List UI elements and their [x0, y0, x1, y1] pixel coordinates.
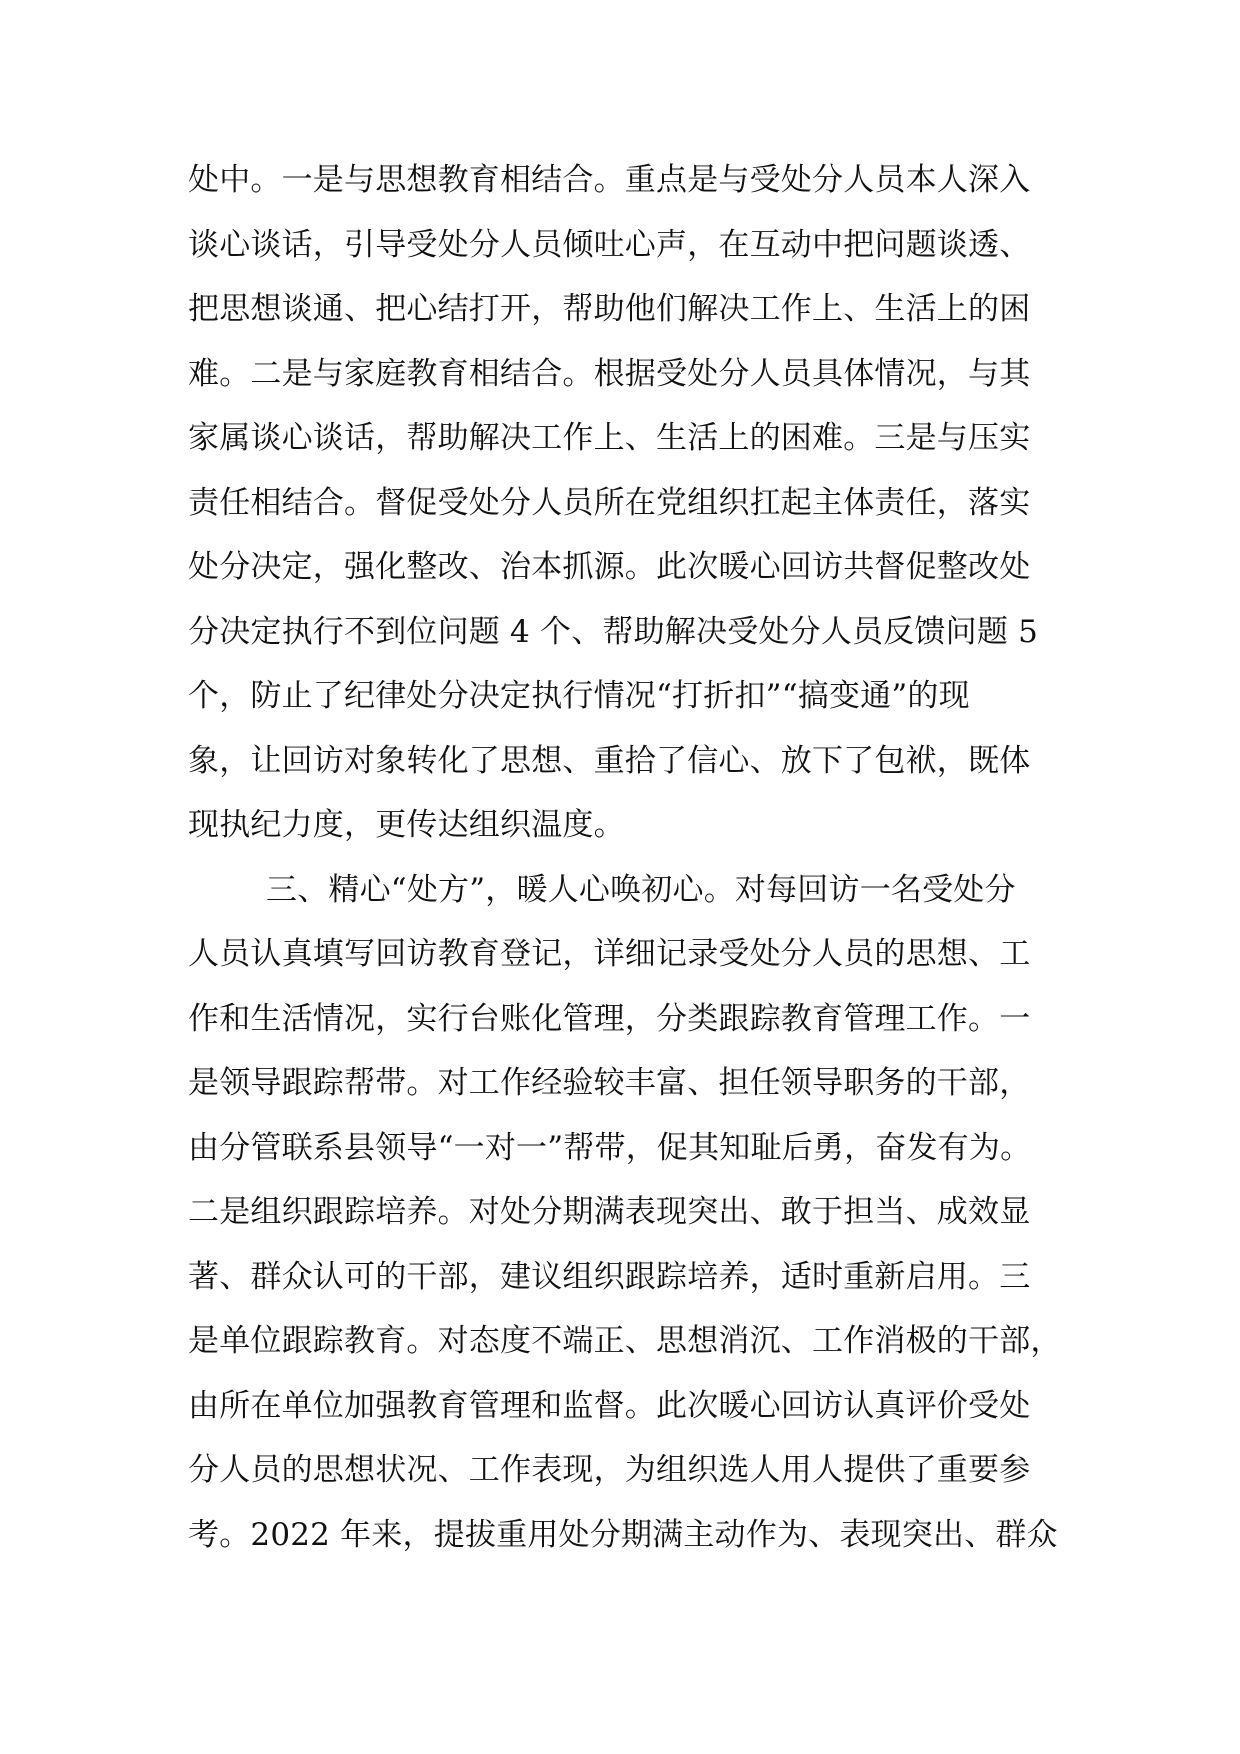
text-line-16: 由分管联系县领导“一对一”帮带，促其知耻后勇，奋发有为。: [188, 1129, 1032, 1166]
text-line-22: 考。2022 年来，提拔重用处分期满主动作为、表现突出、群众: [188, 1516, 1058, 1553]
text-line-19: 是单位跟踪教育。对态度不端正、思想消沉、工作消极的干部，: [188, 1323, 1062, 1359]
text-line-15: 是领导跟踪帮带。对工作经验较丰富、担任领导职务的干部，: [188, 1065, 1031, 1101]
text-line-21: 分人员的思想状况、工作表现，为组织选人用人提供了重要参: [188, 1452, 1031, 1488]
text-line-18: 著、群众认可的干部，建议组织跟踪培养，适时重新启用。三: [188, 1258, 1031, 1295]
text-line-9: 个，防止了纪律处分决定执行情况“打折扣”“搞变通”的现: [188, 678, 970, 714]
text-line-14: 作和生活情况，实行台账化管理，分类跟踪教育管理工作。一: [188, 1000, 1031, 1037]
text-line-20: 由所在单位加强教育管理和监督。此次暖心回访认真评价受处: [188, 1387, 1031, 1424]
body-text: [188, 148, 1088, 1567]
text-line-13: 人员认真填写回访教育登记，详细记录受处分人员的思想、工: [188, 936, 1031, 972]
text-line-7: 处分决定，强化整改、治本抓源。此次暖心回访共督促整改处: [188, 549, 1031, 585]
text-line-8: 分决定执行不到位问题 4 个、帮助解决受处分人员反馈问题 5: [188, 613, 1039, 650]
section-three-heading-line: 三、精心“处方”，暖人心唤初心。对每回访一名受处分: [266, 871, 1016, 908]
text-line-1: 处中。一是与思想教育相结合。重点是与受处分人员本人深入: [188, 162, 1031, 198]
text-line-4: 难。二是与家庭教育相结合。根据受处分人员具体情况，与其: [188, 355, 1031, 392]
text-line-3: 把思想谈通、把心结打开，帮助他们解决工作上、生活上的困: [188, 291, 1031, 327]
text-line-11: 现执纪力度，更传达组织温度。: [188, 807, 625, 843]
text-line-5: 家属谈心谈话，帮助解决工作上、生活上的困难。三是与压实: [188, 420, 1031, 456]
text-line-10: 象，让回访对象转化了思想、重拾了信心、放下了包袱，既体: [188, 742, 1031, 779]
text-line-17: 二是组织跟踪培养。对处分期满表现突出、敢于担当、成效显: [188, 1194, 1031, 1230]
text-line-6: 责任相结合。督促受处分人员所在党组织扛起主体责任，落实: [188, 484, 1031, 521]
text-line-2: 谈心谈话，引导受处分人员倾吐心声，在互动中把问题谈透、: [188, 226, 1031, 263]
